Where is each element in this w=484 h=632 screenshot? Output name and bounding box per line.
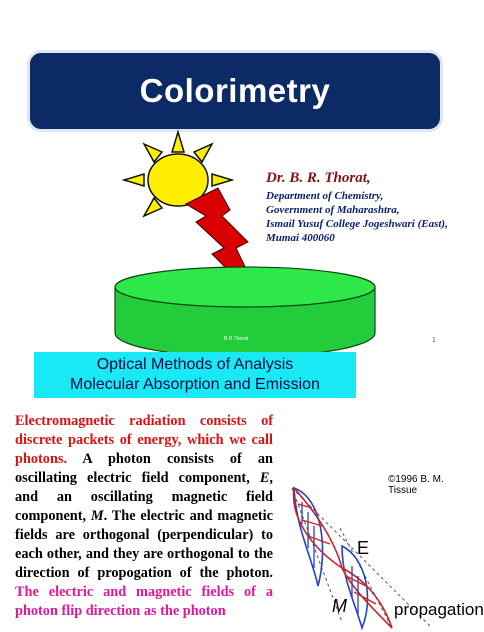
author-line: Ismail Yusuf College Jogeshwari (East), (266, 218, 448, 230)
label-magnetic-field: M (332, 596, 347, 616)
paragraph-highlight: The electric and magnetic fields of a photon flip direction as the photon (15, 584, 273, 619)
label-electric-field: E (357, 538, 370, 558)
subtitle-line: Molecular Absorption and Emission (70, 376, 320, 393)
page-number: 1 (432, 337, 436, 344)
author-line: Department of Chemistry, (266, 190, 384, 202)
paragraph-symbol-e: E (259, 470, 270, 486)
paragraph-text: A photon consists of an oscillating electric field component, (15, 451, 273, 486)
author-block (266, 170, 474, 245)
paragraph-text: , and an oscillating magnetic field component, (15, 470, 273, 524)
body-paragraph (15, 412, 273, 621)
figure-copyright: ©1996 B. M. Tissue (388, 474, 444, 496)
subtitle-banner (34, 352, 356, 398)
paragraph-highlight: Electromagnetic radiation consists of discrete packets of energy, which we call photons. (15, 413, 273, 467)
slide-title: Colorimetry (139, 72, 331, 109)
author-line: Mumai 400060 (266, 232, 335, 244)
cuvette-dish-icon (110, 265, 380, 360)
author-name: Dr. B. R. Thorat, (266, 170, 371, 186)
subtitle-line: Optical Methods of Analysis (96, 356, 294, 373)
paragraph-text: . The electric and magnetic fields are orthogonal (perpendicular) to each other, and they are orthogonal to the direction of propogation of the photon. (15, 508, 273, 581)
paragraph-symbol-m: M (90, 508, 104, 524)
label-propagation: propagation (394, 600, 484, 619)
author-line: Government of Maharashtra, (266, 204, 400, 216)
title-banner (27, 50, 443, 132)
dish-footer-label: B R Thorat (223, 336, 249, 342)
